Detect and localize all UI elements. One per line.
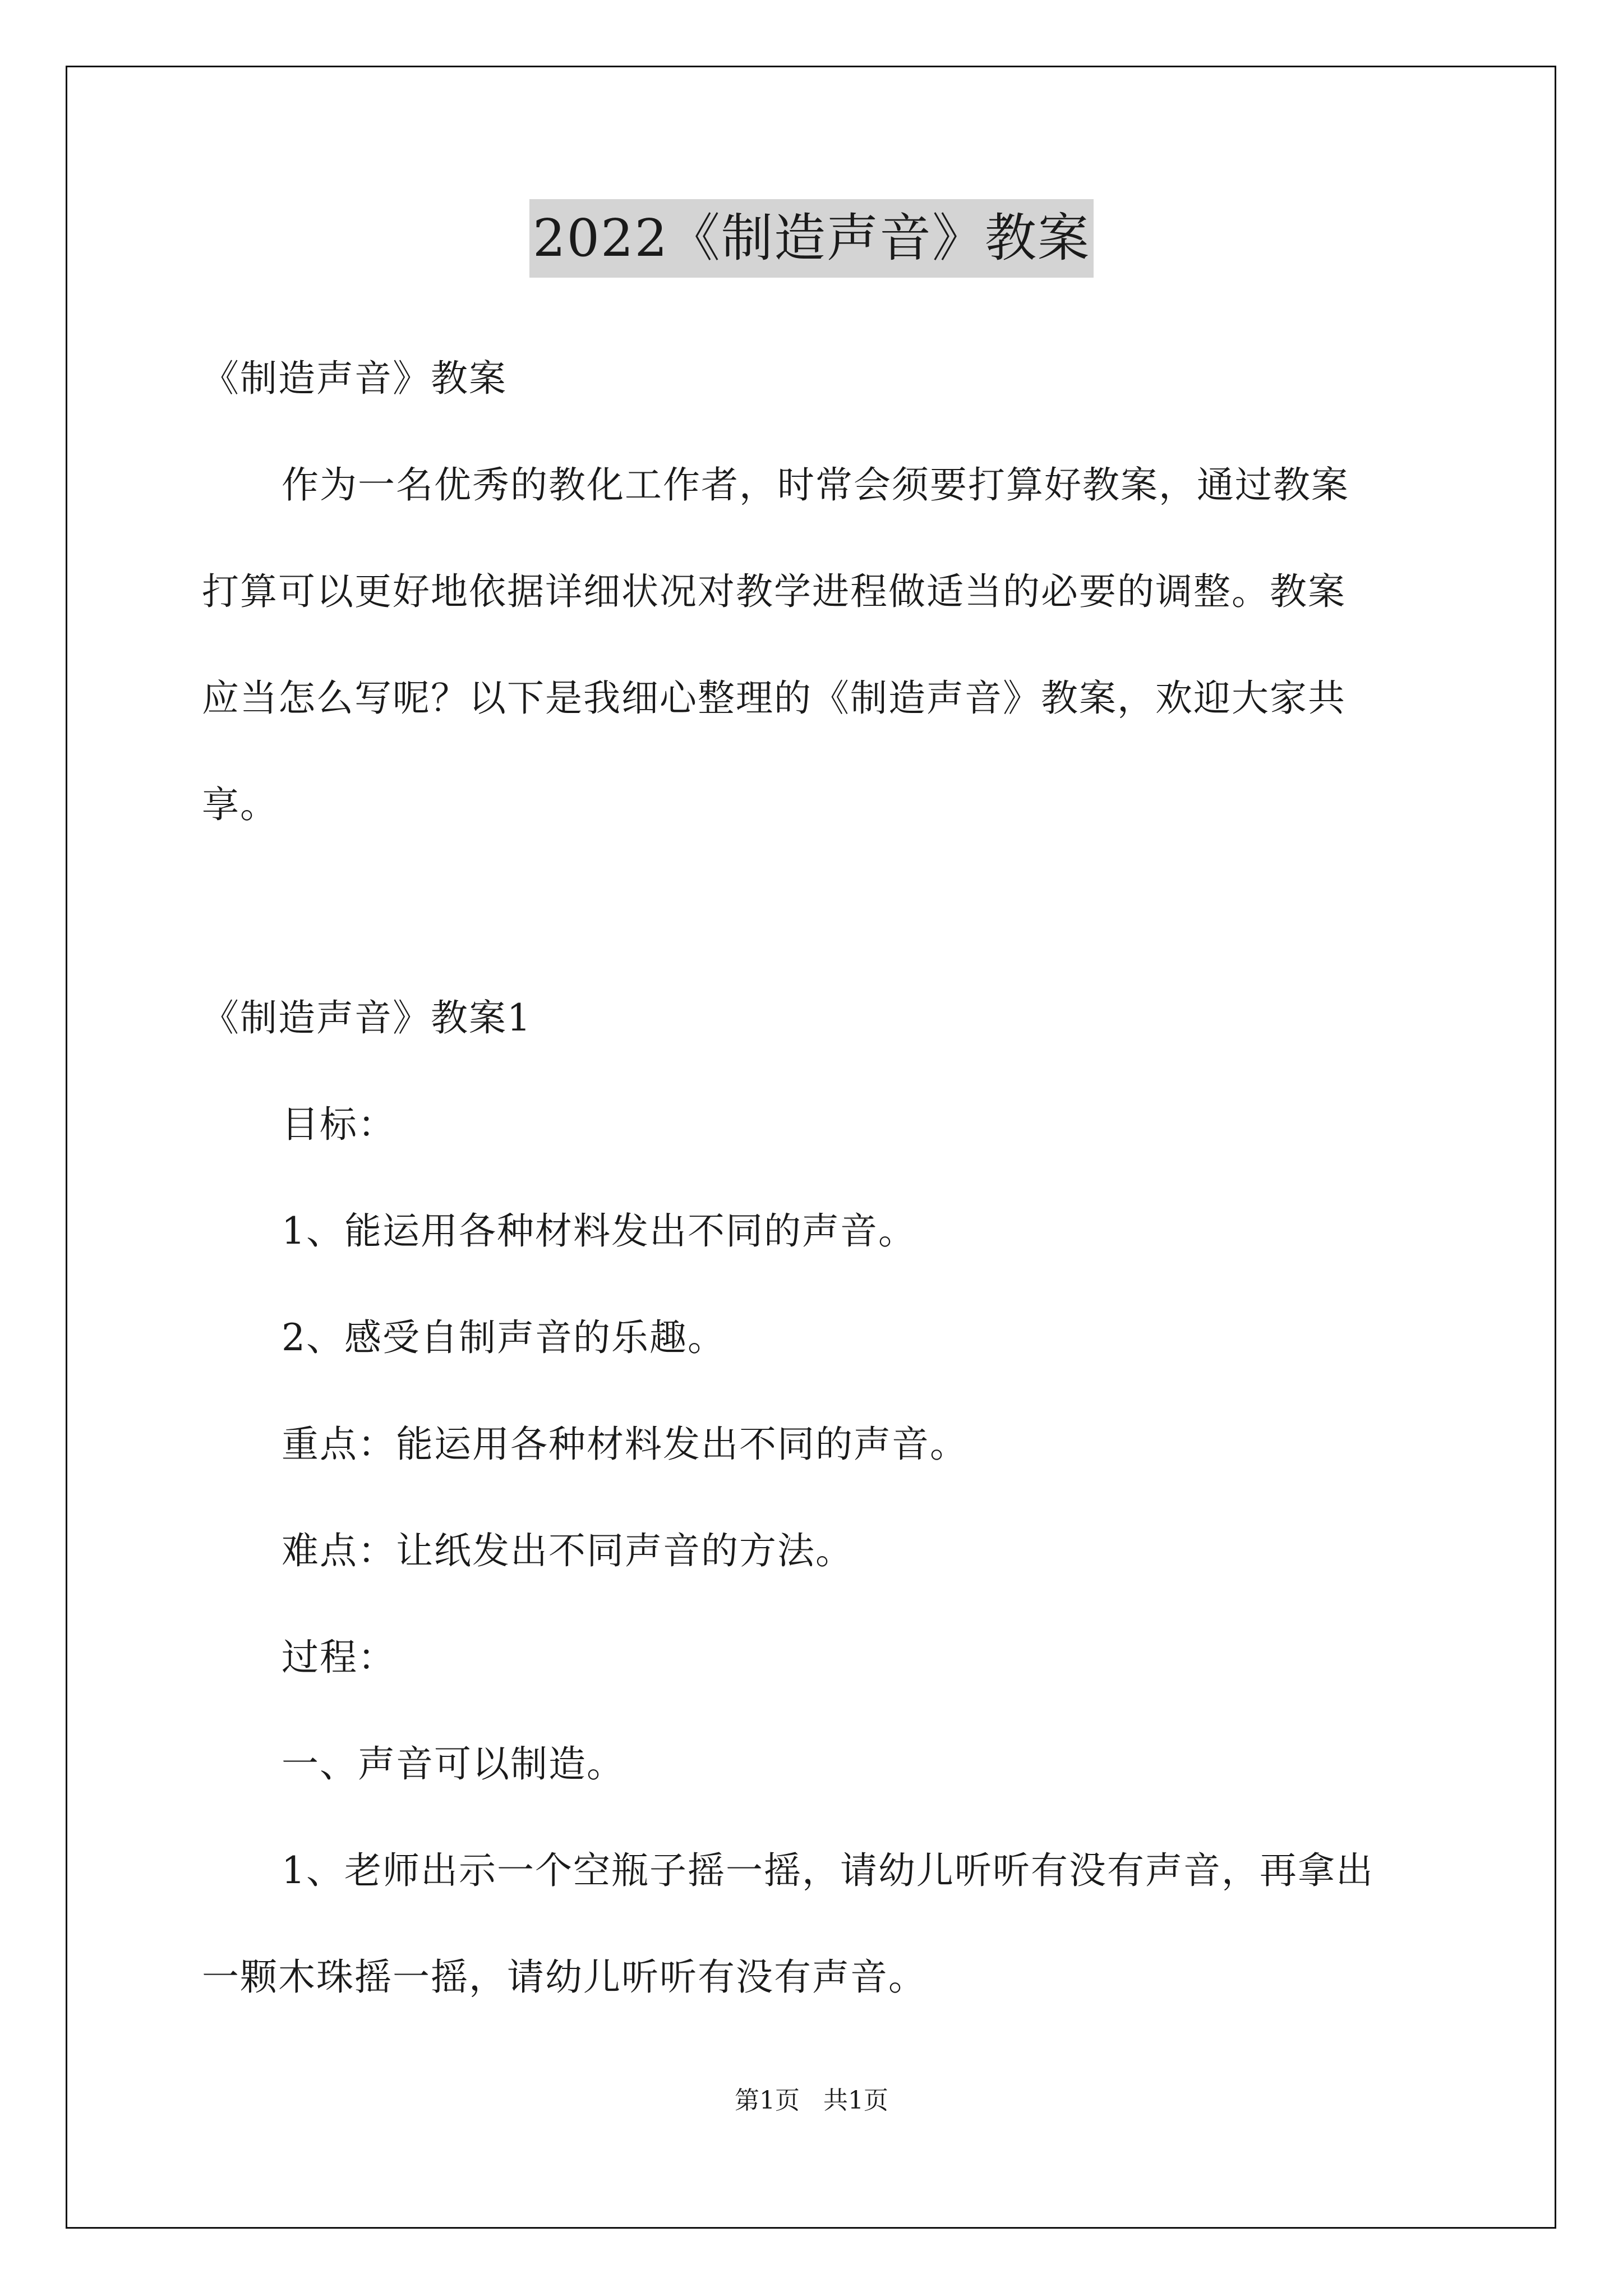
goal-item-1: 1、能运用各种材料发出不同的声音。 [282, 1209, 916, 1253]
document-title: 2022《制造声音》教案 [529, 199, 1094, 278]
process-step-1: 一、声音可以制造。 [282, 1742, 625, 1786]
process-label: 过程： [282, 1636, 396, 1679]
difficult-point: 难点：让纸发出不同声音的方法。 [282, 1529, 854, 1572]
goals-label: 目标： [282, 1103, 396, 1146]
page-footer: 第1页 共1页 [735, 2086, 888, 2115]
intro-line-3: 应当怎么写呢？以下是我细心整理的《制造声音》教案，欢迎大家共 [202, 677, 1346, 720]
intro-line-2: 打算可以更好地依据详细状况对教学进程做适当的必要的调整。教案 [202, 570, 1346, 613]
intro-line-4: 享。 [202, 783, 278, 826]
section-heading: 《制造声音》教案1 [202, 996, 532, 1039]
process-detail-line-2: 一颗木珠摇一摇，请幼儿听听有没有声音。 [202, 1955, 926, 1999]
intro-line-1: 作为一名优秀的教化工作者，时常会须要打算好教案，通过教案 [282, 463, 1349, 507]
process-detail-line-1: 1、老师出示一个空瓶子摇一摇，请幼儿听听有没有声音，再拿出 [282, 1849, 1374, 1892]
goal-item-2: 2、感受自制声音的乐趣。 [282, 1316, 726, 1359]
title-container [0, 199, 1623, 278]
key-point: 重点：能运用各种材料发出不同的声音。 [282, 1423, 968, 1466]
doc-subtitle: 《制造声音》教案 [202, 357, 507, 400]
